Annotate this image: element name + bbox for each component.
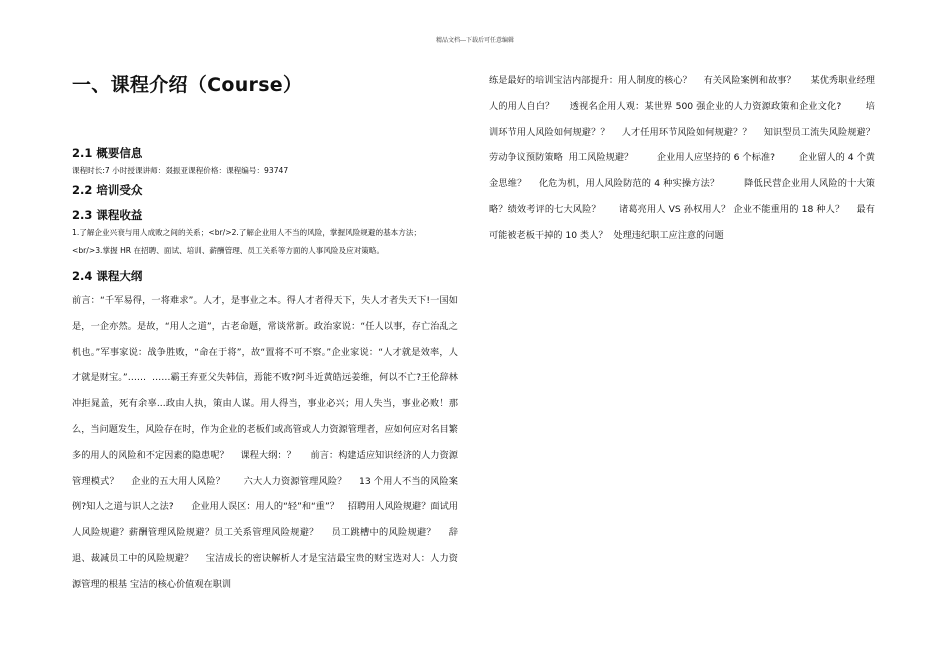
benefits-line-2: <br/>3.掌握 HR 在招聘、面试、培训、薪酬管理、员工关系等方面的人事风险及应对策略。 bbox=[72, 246, 385, 255]
outline-body-left: 前言：“千军易得，一将难求”。人才，是事业之本。得人才者得天下，失人才者失天下!一国如是，一企亦然。是故，“用人之道”，古老命题，常谈常新。政治家说：“任人以事，存亡治乱之机也。”军事家说：战争胜败，“命在于将”，故“置将不可不察。”企业家说：“人才就是效率，人才就是财宝。”…… ……霸王弃亚父失韩信，焉能不败?阿斗近黄皓远姜维，何以不亡?王伦辞林冲拒晁盖，死有余辜...政由人执，策由人谋。用人得当，事业必兴；用人失当，事业必败！那么，当问题发生，风险存在时，作为企业的老板们或高管或人力资源管理者，应如何应对名目繁多的用人的风险和不定因素的隐患呢？ 课程大纲：？ 前言：构建适应知识经济的人力资源管理模式？ 企业的五大用人风险？ 六大人力资源管理风险？ 13 个用人不当的风险案例?知人之道与识人之法? 企业用人误区：用人的“轻”和“重”？ 招聘用人风险规避？面试用人风险规避？薪酬管理风险规避？员工关系管理风险规避？ 员工跳槽中的风险规避？ 辞退、裁减员工中的风险规避？ 宝洁成长的密诀解析人才是宝洁最宝贵的财宝选对人：人力资源管理的根基 宝洁的核心价值观在职训 bbox=[72, 295, 458, 590]
section-heading-benefits: 2.3 课程收益 bbox=[72, 208, 143, 222]
section-heading-outline: 2.4 课程大纲 bbox=[72, 269, 143, 283]
benefits-line-1: 1.了解企业兴衰与用人成败之间的关系；<br/>2.了解企业用人不当的风险，掌握风险规避的基本方法； bbox=[72, 228, 422, 237]
outline-body-right: 练是最好的培训宝洁内部提升：用人制度的核心？ 有关风险案例和故事？ 某优秀职业经理人的用人自白？ 透视名企用人观：某世界 500 强企业的人力资源政策和企业文化? 培训环节用人风险如何规避？？ 人才任用环节风险如何规避？？ 知识型员工流失风险规避？ 劳动争议预防策略 用工风险规避？ 企业用人应坚持的 6 个标准? 企业留人的 4 个黄金思维？ 化危为机，用人风险防范的 4 种实操方法？ 降低民营企业用人风险的十大策略？绩效考评的七大风险？ 诸葛亮用人 VS 孙权用人？ 企业不能重用的 18 种人？ 最有可能被老板干掉的 10 类人？ 处理违纪职工应注意的问题 bbox=[489, 75, 887, 241]
page-header-watermark: 精品文档---下载后可任意编辑 bbox=[435, 37, 515, 44]
section-heading-overview: 2.1 概要信息 bbox=[72, 146, 143, 160]
page-title: 一、课程介绍（Course） bbox=[72, 74, 303, 96]
course-info-line: 课程时长:7 小时授课讲师：叕振亚课程价格：课程编号：93747 bbox=[72, 166, 289, 175]
section-heading-audience: 2.2 培训受众 bbox=[72, 183, 143, 197]
